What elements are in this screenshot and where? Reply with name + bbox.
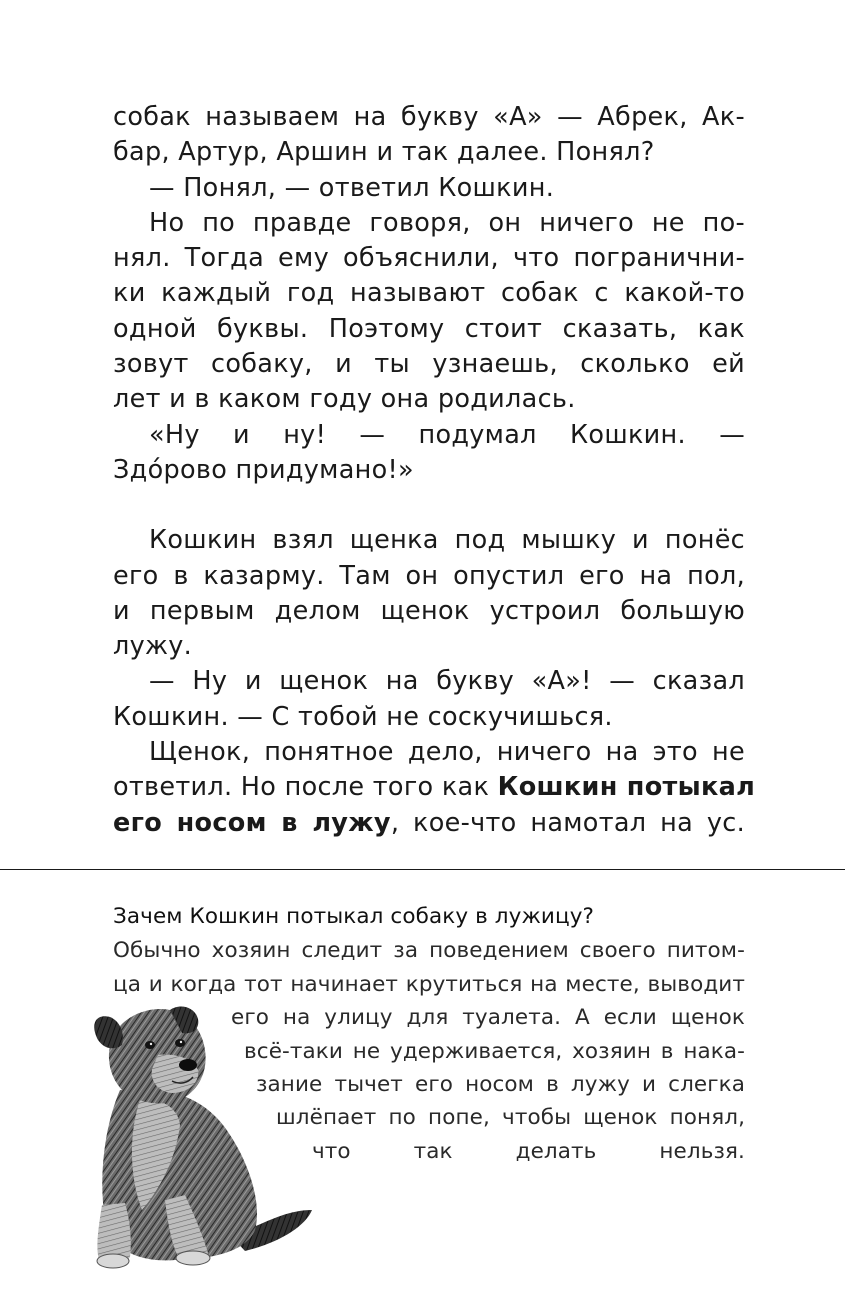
text-line: одной буквы. Поэтому стоит сказать, как bbox=[113, 313, 745, 344]
text-line: «Ну и ну! — подумал Кошкин. — bbox=[149, 419, 745, 450]
section-divider bbox=[0, 869, 845, 870]
text-line: нял. Тогда ему объяснили, что погранични- bbox=[113, 243, 745, 274]
puppy-illustration bbox=[80, 1005, 325, 1270]
info-question: Зачем Кошкин потыкал собаку в лужицу? bbox=[113, 904, 595, 929]
info-line: ца и когда тот начинает крутиться на месте, выводит bbox=[113, 971, 745, 997]
info-line: что так делать нельзя. bbox=[312, 1138, 745, 1164]
text-line: — Ну и щенок на букву «А»! — сказал bbox=[149, 666, 745, 697]
text-line: — Понял, — ответил Кошкин. bbox=[149, 172, 555, 203]
text-line-with-bold bbox=[113, 806, 745, 841]
text-line: Но по правде говоря, он ничего не по- bbox=[149, 207, 745, 238]
text-line: и первым делом щенок устроил большую bbox=[113, 595, 745, 626]
text-segment: , кое-что намотал на ус. bbox=[390, 807, 746, 838]
text-line: зовут собаку, и ты узнаешь, сколько ей bbox=[113, 349, 745, 380]
text-line: его в казарму. Там он опустил его на пол, bbox=[113, 560, 745, 591]
info-line: шлёпает по попе, чтобы щенок понял, bbox=[276, 1105, 745, 1131]
text-line: Кошкин. — С тобой не соскучишься. bbox=[113, 701, 613, 732]
text-segment: ответил. Но после того как bbox=[113, 772, 490, 803]
text-line: лужу. bbox=[113, 631, 193, 662]
bold-text: Кошкин потыкал bbox=[497, 772, 756, 803]
text-line: Кошкин взял щенка под мышку и понёс bbox=[149, 525, 745, 556]
info-line: Обычно хозяин следит за поведением своего питом- bbox=[113, 938, 745, 964]
text-line: собак называем на букву «А» — Абрек, Ак- bbox=[113, 102, 745, 132]
info-line: его на улицу для туалета. А если щенок bbox=[231, 1005, 745, 1031]
info-line: всё-таки не удерживается, хозяин в нака- bbox=[244, 1038, 745, 1064]
info-line: зание тычет его носом в лужу и слегка bbox=[256, 1072, 745, 1098]
bold-text: его носом в лужу bbox=[113, 807, 391, 838]
text-line: бар, Артур, Аршин и так далее. Понял? bbox=[113, 137, 655, 168]
main-text bbox=[113, 100, 756, 841]
text-line-with-bold bbox=[113, 770, 756, 805]
text-line: лет и в каком году она родилась. bbox=[113, 384, 576, 415]
paragraph-gap bbox=[113, 488, 745, 523]
text-line: Здóрово придумано!» bbox=[113, 454, 414, 485]
text-line: Щенок, понятное дело, ничего на это не bbox=[149, 737, 745, 768]
text-line: ки каждый год называют собак с какой-то bbox=[113, 278, 745, 309]
